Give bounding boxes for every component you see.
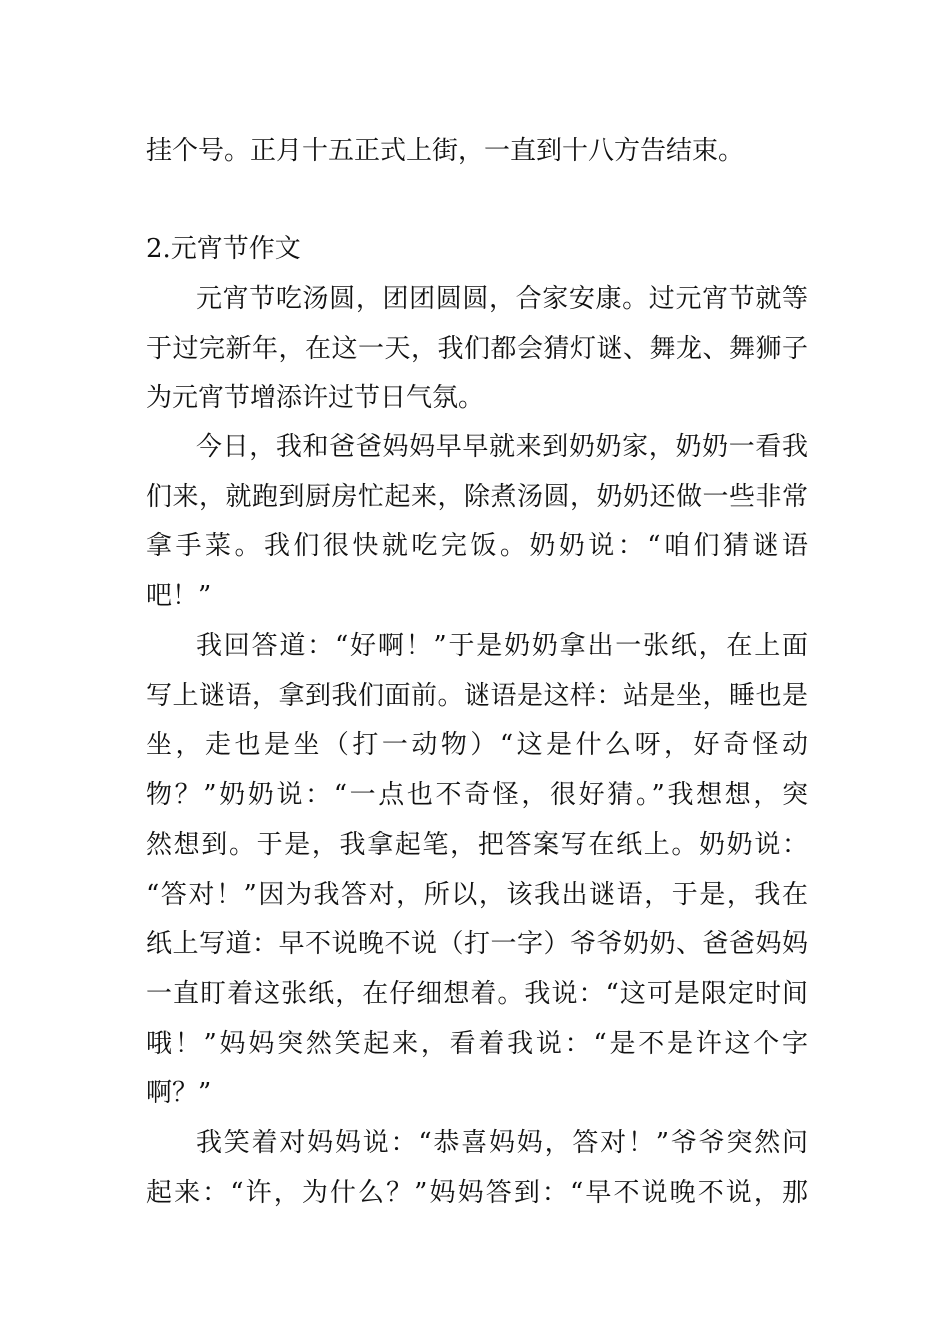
text-line: 纸上写道：早不说晚不说（打一字）爷爷奶奶、爸爸妈妈 [146, 929, 808, 959]
text-line: “答对！”因为我答对，所以，该我出谜语，于是，我在 [146, 880, 808, 910]
text-line: 写上谜语，拿到我们面前。谜语是这样：站是坐，睡也是 [146, 681, 808, 711]
text-line: 一直盯着这张纸，在仔细想着。我说：“这可是限定时间 [146, 979, 808, 1009]
text-line: 为元宵节增添许过节日气氛。 [146, 383, 485, 413]
text-line: 然想到。于是，我拿起笔，把答案写在纸上。奶奶说： [146, 830, 808, 860]
text-line: 我回答道：“好啊！”于是奶奶拿出一张纸，在上面 [196, 631, 808, 661]
text-line: 拿手菜。我们很快就吃完饭。奶奶说：“咱们猜谜语 [146, 531, 808, 561]
text-line: 啊？” [146, 1078, 212, 1108]
text-line: 元宵节吃汤圆，团团圆圆，合家安康。过元宵节就等 [196, 284, 808, 314]
intro-line: 挂个号。正月十五正式上街，一直到十八方告结束。 [146, 136, 745, 166]
text-line: 物？”奶奶说：“一点也不奇怪，很好猜。”我想想，突 [146, 780, 808, 810]
text-line: 今日，我和爸爸妈妈早早就来到奶奶家，奶奶一看我 [196, 432, 808, 462]
text-line: 我笑着对妈妈说：“恭喜妈妈，答对！”爷爷突然问 [196, 1128, 808, 1158]
text-line: 吧！” [146, 581, 212, 611]
text-line: 们来，就跑到厨房忙起来，除煮汤圆，奶奶还做一些非常 [146, 482, 808, 512]
section-title: 2.元宵节作文 [146, 234, 301, 264]
text-line: 于过完新年，在这一天，我们都会猜灯谜、舞龙、舞狮子 [146, 334, 808, 364]
text-line: 哦！”妈妈突然笑起来，看着我说：“是不是许这个字 [146, 1029, 808, 1059]
text-line: 起来：“许，为什么？”妈妈答到：“早不说晚不说，那 [146, 1178, 808, 1208]
text-line: 坐，走也是坐（打一动物）“这是什么呀，好奇怪动 [146, 730, 808, 760]
